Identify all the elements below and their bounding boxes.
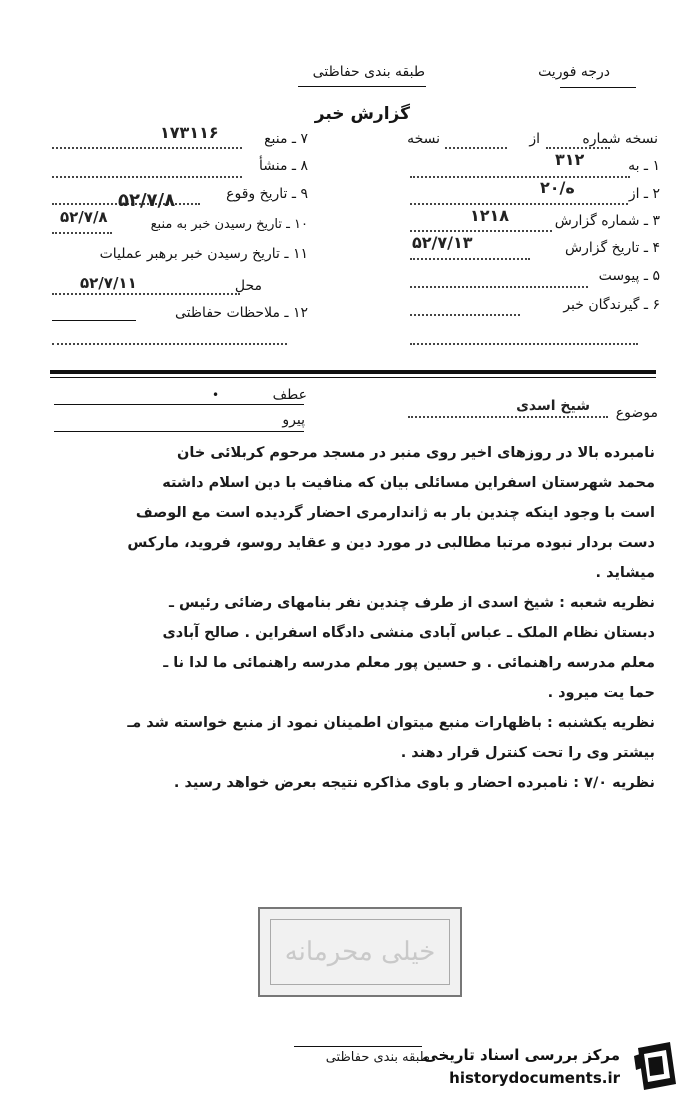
body-line: معلم مدرسه راهنمائی . و حسین پور معلم مدرسه راهنمائی ما لدا نا ـ <box>163 655 655 671</box>
body-line: نظریه ۷/۰ : نامبرده احضار و باوی مذاکره نتیجه بعرض خواهد رسید . <box>173 775 655 791</box>
field-from-label: ۲ ـ از <box>628 186 660 202</box>
location-label: محل <box>234 278 262 294</box>
field-from-value: ۲۰/ه <box>540 178 575 197</box>
event-date-value: ۵۲/۷/۸ <box>118 190 176 211</box>
body-line: حما یت میرود . <box>547 685 655 701</box>
report-date-value: ۵۲/۷/۱۳ <box>412 233 473 252</box>
classification-label: طبقه بندی حفاظتی <box>312 64 425 80</box>
report-date-label: ۴ ـ تاریخ گزارش <box>565 240 660 256</box>
body-line: نامبرده بالا در روزهای اخیر روی منبر در مسجد مرحوم کربلائی خان <box>177 445 655 461</box>
origin-label: ۸ ـ منشأ <box>258 158 308 174</box>
body-line: دبستان نظام الملک ـ عباس آبادی منشی دادگاه اسفراین . صالح آبادی <box>162 625 655 641</box>
attachment-label: ۵ ـ پیوست <box>598 268 660 284</box>
news-to-source-date-label: ۱۰ ـ تاریخ رسیدن خبر به منبع <box>150 217 308 232</box>
copy-of-label: از <box>529 131 540 147</box>
source-label: ۷ ـ منبع <box>264 131 308 147</box>
location-value: ۵۲/۷/۱۱ <box>80 274 137 292</box>
field-to-label: ۱ ـ به <box>628 158 660 174</box>
field-to-value: ۳۱۲ <box>555 150 585 169</box>
body-line: محمد شهرستان اسفراین مسائلی بیان که منافیت با دین اسلام داشته <box>162 475 655 491</box>
body-line: بیشتر وی را تحت کنترل قرار دهند . <box>400 745 655 761</box>
copy-label: نسخه <box>407 131 440 147</box>
event-date-label: ۹ ـ تاریخ وقوع <box>226 186 308 202</box>
reference-label: عطف <box>272 387 307 403</box>
news-to-leader-date-label: ۱۱ ـ تاریخ رسیدن خبر برهبر عملیات <box>99 246 308 262</box>
urgency-label: درجه فوریت <box>538 64 610 80</box>
body-line: میشاید . <box>595 565 655 581</box>
follow-up-label: پیرو <box>282 412 305 428</box>
copy-number-label: نسخه شماره <box>582 131 658 147</box>
subject-label: موضوع <box>615 405 658 421</box>
body-line: دست بردار نبوده مرتبا مطالبی در مورد دین و عقاید روسو، فروید، مارکس <box>127 535 655 551</box>
classification-line <box>298 86 426 87</box>
body-line: نظریه یکشنبه : باظهارات منبع میتوان اطمینان نمود از منبع خواسته شد مـ <box>127 715 655 731</box>
classification-stamp <box>258 907 462 997</box>
security-notes-label: ۱۲ ـ ملاحظات حفاظتی <box>175 305 308 321</box>
subject-value: شیخ اسدی <box>516 398 590 414</box>
footer-classification-label: طبقه بندی حفاظتی <box>325 1050 430 1065</box>
news-to-source-date-value: ۵۲/۷/۸ <box>60 208 108 226</box>
section-divider <box>50 370 656 374</box>
body-line: نظریه شعبه : شیخ اسدی از طرف چندین نفر بنامهای رضائی رئیس ـ <box>168 595 655 611</box>
body-line: است با وجود اینکه چندین بار به ژاندارمری احضار گردیده است مع الوصف <box>135 505 655 521</box>
urgency-line <box>560 87 636 88</box>
center-name: مرکز بررسی اسناد تاریخی <box>423 1046 620 1064</box>
report-number-label: ۳ ـ شماره گزارش <box>554 213 660 229</box>
source-value: ۱۷۳۱۱۶ <box>160 123 219 142</box>
page-title: گزارش خبر <box>314 104 410 124</box>
recipients-label: ۶ ـ گیرندگان خبر <box>563 297 660 313</box>
report-number-value: ۱۲۱۸ <box>470 206 510 225</box>
stamp-text: خیلی محرمانه <box>270 919 450 985</box>
archive-logo-icon <box>630 1038 680 1094</box>
website-link[interactable]: historydocuments.ir <box>449 1069 620 1087</box>
report-body <box>40 438 655 798</box>
